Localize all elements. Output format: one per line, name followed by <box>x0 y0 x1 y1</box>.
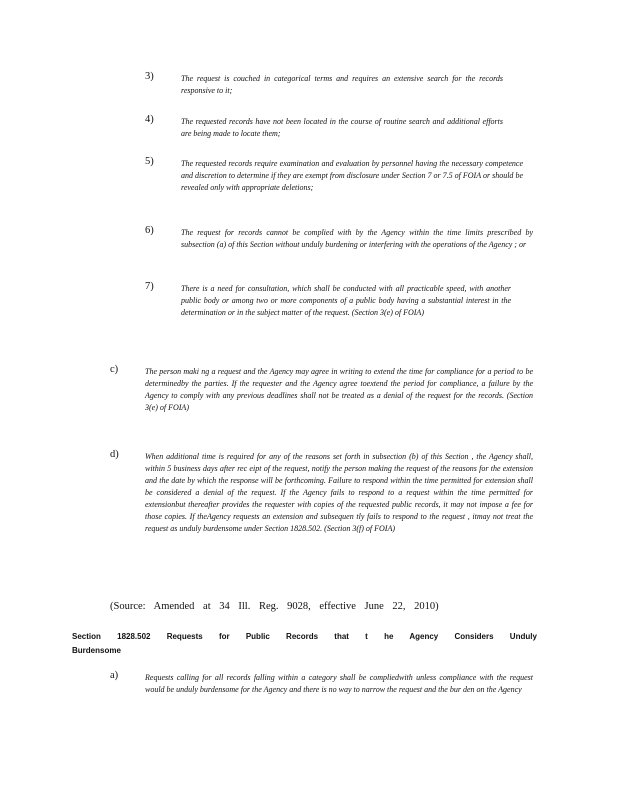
item-text: The person maki ng a request and the Agency may agree in writing to extend the time for compliance for a period to be determinedby the parties. If the requester and the Agency agree toextend the period for compliance, a failure by the Agency to comply with any previous deadlines shall not be treated as a denial of the request for the records. (Section 3(e) of FOIA) <box>145 367 533 412</box>
item-number: d) <box>110 449 119 460</box>
item-number: 7) <box>145 281 154 292</box>
item-text: There is a need for consultation, which shall be conducted with all practicable speed, with another public body or among two or more components of a public body having a substantial interest in the determination or in the subject matter of the request. (Section 3(e) of FOIA) <box>181 284 511 317</box>
item-text: The request for records cannot be complied with by the Agency within the time limits prescribed by subsection (a) of this Section without unduly burdening or interfering with the operations of the Agency ; or <box>181 228 533 249</box>
item-number: 5) <box>145 156 154 167</box>
item-text: The requested records require examination and evaluation by personnel having the necessary competence and discretion to determine if they are exempt from disclosure under Section 7 or 7.5 of FOIA or should be revealed only with appropriate deletions; <box>181 159 523 192</box>
item-text: Requests calling for all records falling within a category shall be compliedwith unless compliance with the request would be unduly burdensome for the Agency and there is no way to narrow the request and the bur den on the Agency <box>145 673 533 694</box>
item-text: When additional time is required for any of the reasons set forth in subsection (b) of this Section , the Agency shall, within 5 business days after rec eipt of the request, notify the person making the request of the reasons for the extension and the date by which the response will be forthcoming. Failure to respond within the time permitted for extension shall be considered a denial of the request. If the Agency fails to respond to a request within the time permitted for extensionbut thereafter provides the requester with copies of the requested public records, it may not impose a fee for those copies. If theAgency requests an extension and subsequen tly fails to respond to the request , itmay not treat the request as unduly burdensome under Section 1828.502. (Section 3(f) of FOIA) <box>145 452 533 533</box>
item-number: 4) <box>145 114 154 125</box>
item-number: 3) <box>145 71 154 82</box>
item-text: The request is couched in categorical terms and requires an extensive search for the records responsive to it; <box>181 74 503 95</box>
item-number: 6) <box>145 225 154 236</box>
source-note: (Source: Amended at 34 Ill. Reg. 9028, effective June 22, 2010) <box>110 601 439 612</box>
section-heading: Section 1828.502 Requests for Public Records that t he Agency Considers Unduly Burdensome <box>72 632 537 655</box>
item-number: c) <box>110 364 119 375</box>
item-text: The requested records have not been located in the course of routine search and additional efforts are being made to locate them; <box>181 117 503 138</box>
item-number: a) <box>110 670 119 681</box>
